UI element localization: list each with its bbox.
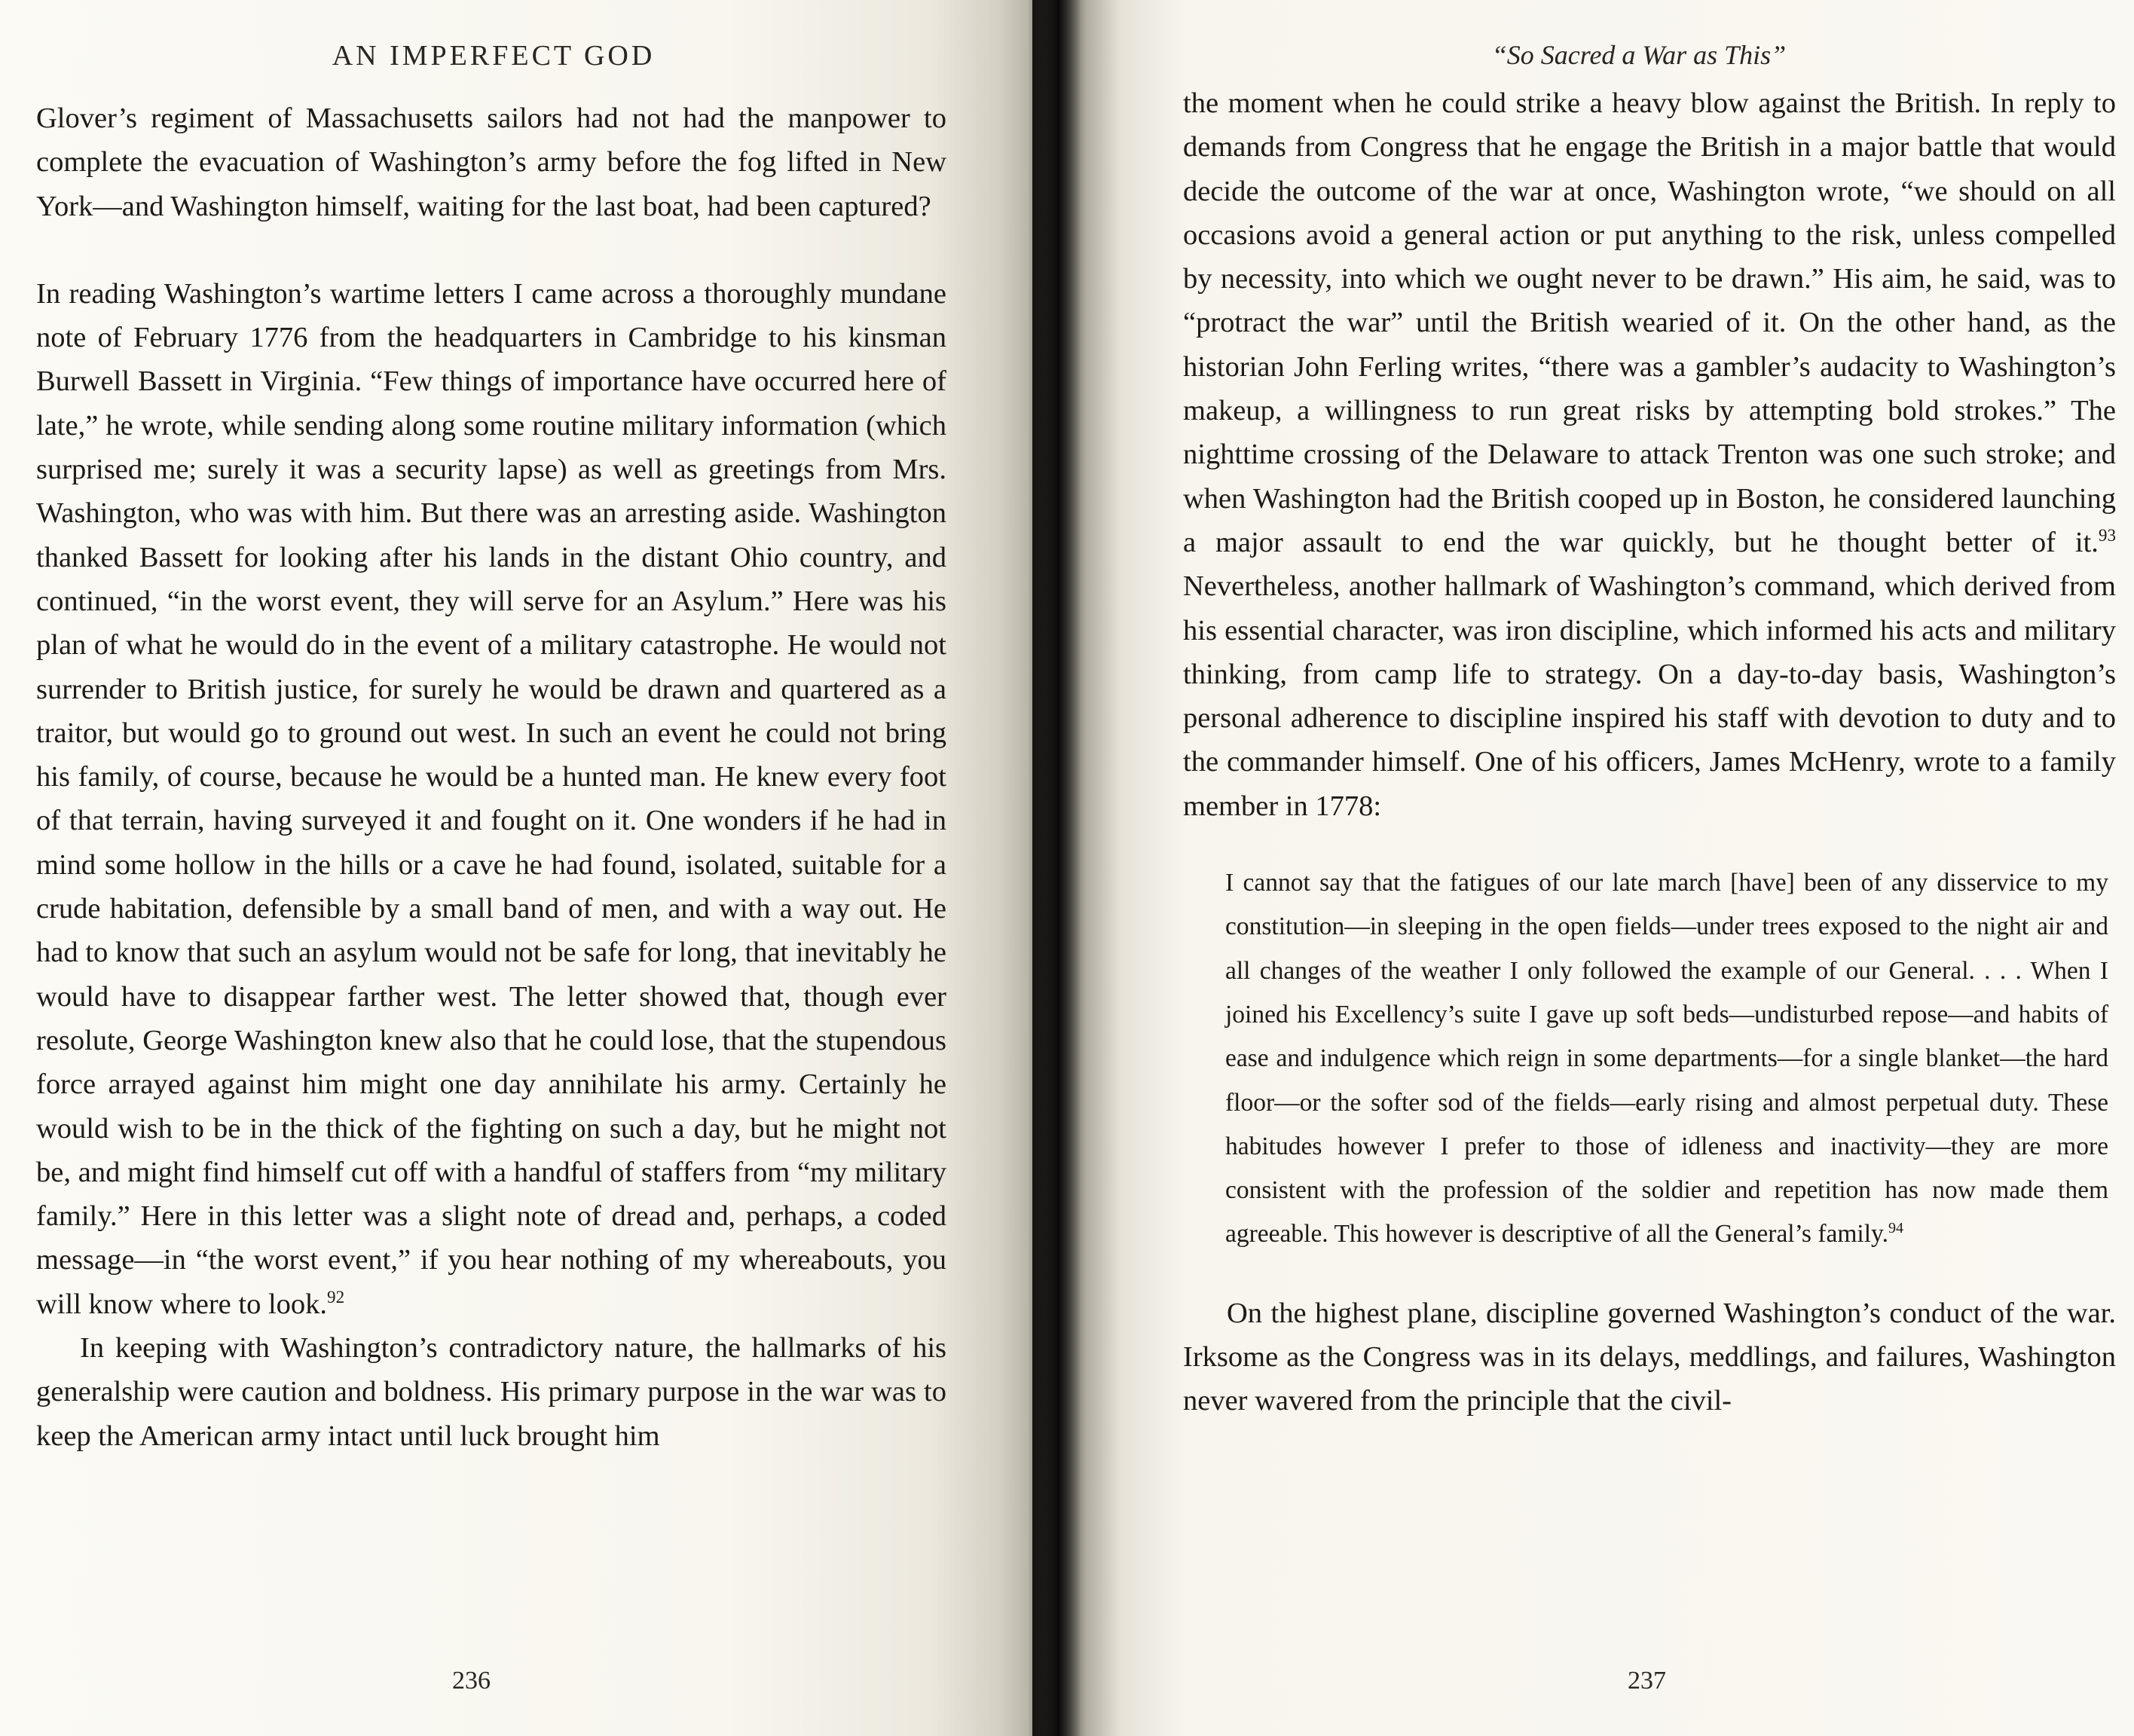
page-number-right: 237 <box>1628 1667 1666 1695</box>
right-page <box>1032 0 2134 1736</box>
left-page-body <box>36 96 946 1458</box>
paragraph-text: In reading Washington’s wartime letters I came across a thoroughly mundane note of February 1776 from the headquarters in Cambridge to his kinsman Burwell Bassett in Virginia. “Few things of importance have occurred here of late,” he wrote, while sending along some routine military information (which surprised me; surely it was a security lapse) as well as greetings from Mrs. Washington, who was with him. But there was an arresting aside. Washington thanked Bassett for looking after his lands in the distant Ohio country, and continued, “in the worst event, they will serve for an Asylum.” Here was his plan of what he would do in the event of a military catastrophe. He would not surrender to British justice, for surely he would be drawn and quartered as a traitor, but would go to ground out west. In such an event he could not bring his family, of course, because he would be a hunted man. He knew every foot of that terrain, having surveyed it and fought on it. One wonders if he had in mind some hollow in the hills or a cave he had found, isolated, suitable for a crude habitation, defensible by a small band of men, and with a way out. He had to know that such an asylum would not be safe for long, that inevitably he would have to disappear farther west. The letter showed that, though ever resolute, George Washington knew also that he could lose, that the stupendous force arrayed against him might one day annihilate his army. Certainly he would wish to be in the thick of the fighting on such a day, but he might not be, and might find himself cut off with a handful of staffers from “my military family.” Here in this letter was a slight note of dread and, perhaps, a coded message—in “the worst event,” if you hear nothing of my whereabouts, you will know where to look. <box>36 277 946 1320</box>
running-head-right: “So Sacred a War as This” <box>1491 40 1787 70</box>
footnote-marker: 94 <box>1888 1220 1904 1237</box>
paragraph: In keeping with Washington’s contradictory nature, the hallmarks of his generalship were caution and boldness. His primary purpose in the war was to keep the American army intact until luck brought him <box>36 1332 946 1452</box>
left-page <box>0 0 1032 1736</box>
paragraph <box>1183 81 2116 828</box>
paragraph-text: the moment when he could strike a heavy blow against the British. In reply to demands from Congress that he engage the British in a major battle that would decide the outcome of the war at once, Washington wrote, “we should on all occasions avoid a general action or put anything to the risk, unless compelled by necessity, into which we ought never to be drawn.” His aim, he said, was to “protract the war” until the British wearied of it. On the other hand, as the historian John Ferling writes, “there was a gambler’s audacity to Washington’s makeup, a willingness to run great risks by attempting bold strokes.” The nighttime crossing of the Delaware to attack Trenton was one such stroke; and when Washington had the British cooped up in Boston, he considered launching a major assault to end the war quickly, but he thought better of it. <box>1183 87 2116 558</box>
running-head-left: AN IMPERFECT GOD <box>332 40 656 72</box>
paragraph <box>36 272 946 1326</box>
footnote-marker: 93 <box>2098 525 2116 546</box>
block-quote <box>1225 861 2108 1257</box>
paragraph: Glover’s regiment of Massachusetts sailors had not had the manpower to complete the evacuation of Washington’s army before the fog lifted in New York—and Washington himself, waiting for the last boat, had been captured? <box>36 102 946 222</box>
page-number-left: 236 <box>452 1667 491 1695</box>
paragraph: On the highest plane, discipline governed Washington’s conduct of the war. Irksome as the Congress was in its delays, meddlings, and failures, Washington never wavered from the principle that the civil- <box>1183 1297 2116 1417</box>
footnote-marker: 92 <box>327 1286 345 1307</box>
quote-text: I cannot say that the fatigues of our late march [have] been of any disservice to my constitution—in sleeping in the open fields—under trees exposed to the night air and all changes of the weather I only followed the example of our General. . . . When I joined his Excellency’s suite I gave up soft beds—undisturbed repose—and habits of ease and indulgence which reign in some departments—for a single blanket—the hard floor—or the softer sod of the fields—early rising and almost perpetual duty. These habitudes however I prefer to those of idleness and inactivity—they are more consistent with the profession of the soldier and repetition has now made them agreeable. This however is descriptive of all the General’s family. <box>1225 869 2108 1249</box>
paragraph-text: Nevertheless, another hallmark of Washington’s command, which derived from his essential character, was iron discipline, which informed his acts and military thinking, from camp life to strategy. On a day-to-day basis, Washington’s personal adherence to discipline inspired his staff with devotion to duty and to the commander himself. One of his officers, James McHenry, wrote to a family member in 1778: <box>1183 570 2116 822</box>
right-page-body <box>1183 81 2116 1423</box>
